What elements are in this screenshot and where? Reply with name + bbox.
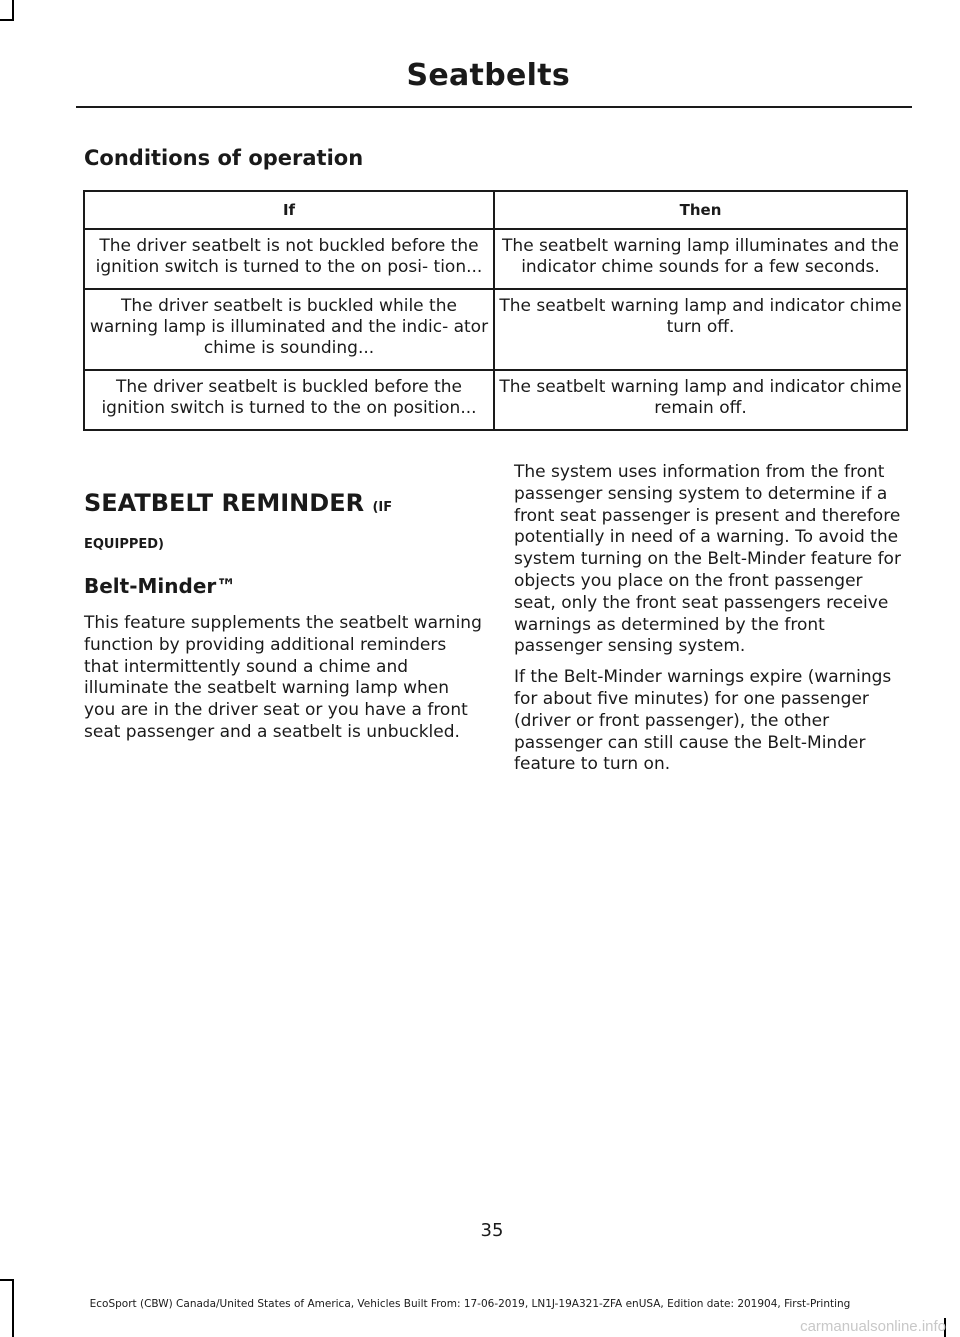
table-cell-if: The driver seatbelt is buckled before the ignition switch is turned to the on position... (84, 370, 494, 430)
crop-mark-top-left-vertical (12, 0, 14, 20)
watermark: carmanualsonline.info (800, 1318, 946, 1335)
paragraph-sensing-system: The system uses information from the front passenger sensing system to determine if a front seat passenger is present and therefore potentially in need of a warning. To avoid the system turning on the Belt-Minder feature for objects you place on the front passenger seat, only the front seat passengers receive warnings as determined by the front passenger sensing system. (514, 462, 901, 657)
page-title: Seatbelts (406, 58, 570, 93)
right-column (514, 462, 908, 776)
section-title-text: SEATBELT REMINDER (84, 489, 365, 517)
column-header-then: Then (494, 191, 907, 229)
table-cell-then: The seatbelt warning lamp illuminates and the indicator chime sounds for a few seconds. (494, 229, 907, 289)
crop-mark-top-left-horizontal (0, 19, 14, 21)
paragraph-feature-description: This feature supplements the seatbelt warning function by providing additional reminders that intermittently sound a chime and illuminate the seatbelt warning lamp when you are in the driver seat or you have a front seat passenger and a seatbelt is unbuckled. (84, 613, 482, 742)
table-cell-then: The seatbelt warning lamp and indicator chime turn off. (494, 289, 907, 370)
table-row (84, 229, 907, 289)
header-divider (76, 106, 912, 108)
left-column (84, 488, 484, 744)
paragraph-warning-expiry: If the Belt-Minder warnings expire (warnings for about five minutes) for one passenger (driver or front passenger), the other passenger can still cause the Belt-Minder feature to turn on. (514, 667, 892, 775)
table-row (84, 370, 907, 430)
column-header-if: If (84, 191, 494, 229)
section-title (84, 488, 484, 523)
edition-footer: EcoSport (CBW) Canada/United States of America, Vehicles Built From: 17-06-2019, LN1J-19A321-ZFA enUSA, Edition date: 201904, First-Printing (89, 1298, 851, 1310)
table-cell-if: The driver seatbelt is buckled while the warning lamp is illuminated and the indic- ator chime is sounding... (84, 289, 494, 370)
subsection-title: Belt-Minder™ (84, 574, 237, 598)
conditions-table (83, 190, 908, 431)
section-title-suffix-line: EQUIPPED) (84, 537, 164, 552)
table-cell-if: The driver seatbelt is not buckled before the ignition switch is turned to the on posi- tion... (84, 229, 494, 289)
page-number: 35 (480, 1220, 504, 1241)
table-header-row (84, 191, 907, 229)
table-cell-then: The seatbelt warning lamp and indicator chime remain off. (494, 370, 907, 430)
section-title-suffix: (IF (372, 500, 393, 515)
table-row (84, 289, 907, 370)
conditions-heading: Conditions of operation (84, 146, 364, 170)
crop-mark-bottom-left-horizontal (0, 1279, 14, 1281)
